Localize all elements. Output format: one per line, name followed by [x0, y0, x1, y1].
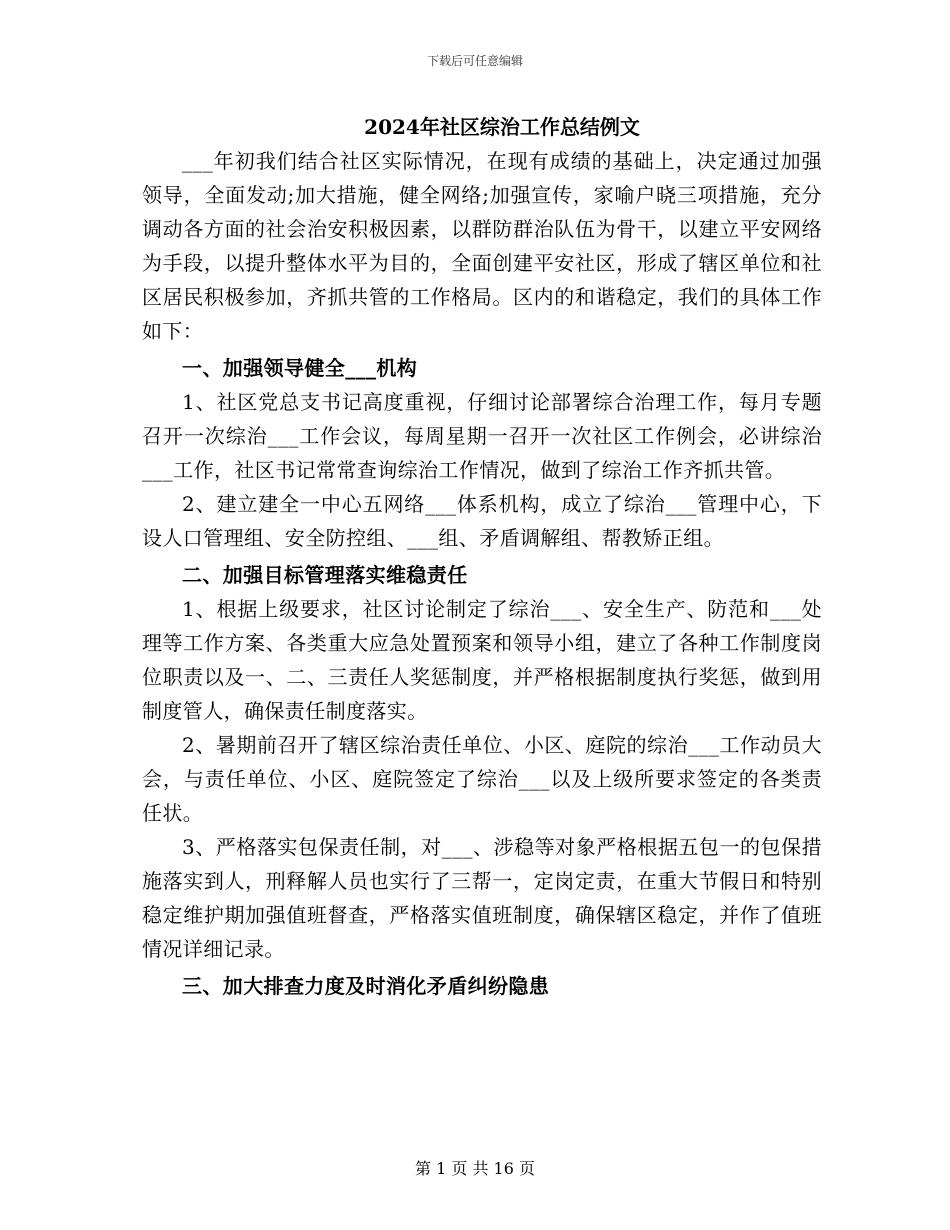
- section-heading-3: 三、加大排查力度及时消化矛盾纠纷隐患: [182, 974, 550, 998]
- section-1-paragraph-1: 1、社区党总支书记高度重视，仔细讨论部署综合治理工作，每月专题召开一次综治___工作会议，每周星期一召开一次社区工作例会，必讲综治___工作，社区书记常常查询综治工作情况，做到了综治工作齐抓共管。: [142, 390, 822, 482]
- document-body: [142, 110, 822, 1003]
- section-2-paragraph-3: 3、严格落实包保责任制，对___、涉稳等对象严格根据五包一的包保措施落实到人，刑释解人员也实行了三帮一，定岗定责，在重大节假日和特别稳定维护期加强值班督查，严格落实值班制度，确保辖区稳定，并作了值班情况详细记录。: [142, 835, 822, 961]
- header-note: 下载后可任意编辑: [426, 54, 523, 68]
- section-1-paragraph-2: 2、建立建全一中心五网络___体系机构，成立了综治___管理中心，下设人口管理组、安全防控组、___组、矛盾调解组、帮教矫正组。: [142, 492, 822, 550]
- intro-paragraph: ___年初我们结合社区实际情况，在现有成绩的基础上，决定通过加强领导，全面发动;加大措施，健全网络;加强宣传，家喻户晓三项措施，充分调动各方面的社会治安积极因素，以群防群治队伍为骨干，以建立平安网络为手段，以提升整体水平为目的，全面创建平安社区，形成了辖区单位和社区居民积极参加，齐抓共管的工作格局。区内的和谐稳定，我们的具体工作如下：: [142, 149, 822, 343]
- section-2-paragraph-2: 2、暑期前召开了辖区综治责任单位、小区、庭院的综治___工作动员大会，与责任单位、小区、庭院签定了综治___以及上级所要求签定的各类责任状。: [142, 733, 822, 825]
- section-heading-1: 一、加强领导健全___机构: [182, 356, 418, 380]
- document-title: 2024年社区综治工作总结例文: [364, 115, 640, 139]
- section-heading-2: 二、加强目标管理落实维稳责任: [182, 563, 468, 587]
- section-2-paragraph-1: 1、根据上级要求，社区讨论制定了综治___、安全生产、防范和___处理等工作方案、各类重大应急处置预案和领导小组，建立了各种工作制度岗位职责以及一、二、三责任人奖惩制度，并严格根据制度执行奖惩，做到用制度管人，确保责任制度落实。: [142, 597, 822, 723]
- page-footer: 第 1 页 共 16 页: [415, 1159, 535, 1178]
